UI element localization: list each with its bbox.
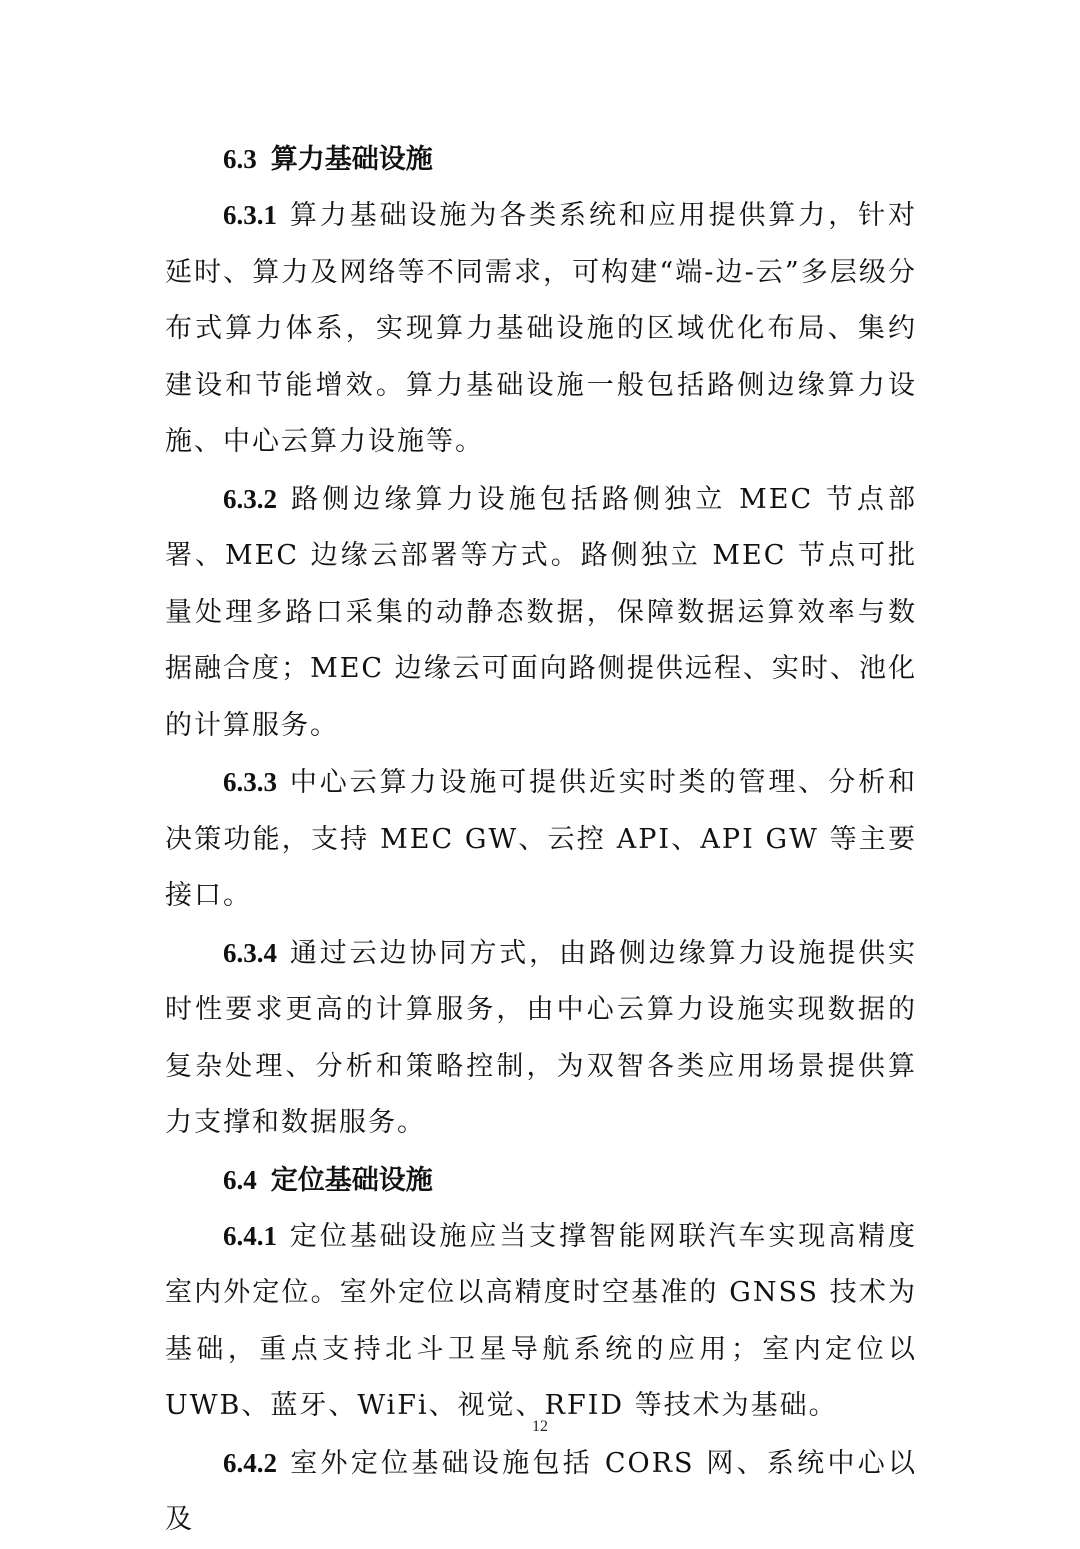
clause-number: 6.3.1 (223, 200, 277, 230)
clause-number: 6.3.2 (223, 483, 277, 514)
paragraph-6-3-3 (165, 754, 917, 925)
clause-text: 通过云边协同方式，由路侧边缘算力设施提供实时性要求更高的计算服务，由中心云算力设施实现数据的复杂处理、分析和策略控制，为双智各类应用场景提供算力支撑和数据服务。 (165, 937, 917, 1138)
clause-number: 6.4.1 (223, 1220, 277, 1251)
section-number: 6.3 (223, 144, 257, 174)
clause-text: 算力基础设施为各类系统和应用提供算力，针对延时、算力及网络等不同需求，可构建“端-边-云”多层级分布式算力体系，实现算力基础设施的区域优化布局、集约建设和节能增效。算力基础设施一般包括路侧边缘算力设施、中心云算力设施等。 (165, 200, 917, 457)
clause-number: 6.3.4 (223, 937, 277, 968)
paragraph-6-3-1 (165, 187, 917, 471)
clause-number: 6.4.2 (223, 1447, 277, 1478)
clause-text: 室外定位基础设施包括 CORS 网、系统中心以及 (165, 1447, 917, 1535)
section-title: 算力基础设施 (270, 144, 433, 175)
clause-text: 定位基础设施应当支撑智能网联汽车实现高精度室内外定位。室外定位以高精度时空基准的 GNSS 技术为基础，重点支持北斗卫星导航系统的应用；室内定位以 UWB、蓝牙、WiFi、视觉、RFID 等技术为基础。 (165, 1220, 917, 1421)
clause-text: 中心云算力设施可提供近实时类的管理、分析和决策功能，支持 MEC GW、云控 API、API GW 等主要接口。 (165, 767, 917, 911)
clause-number: 6.3.3 (223, 767, 277, 797)
page-number: 12 (532, 1418, 548, 1435)
paragraph-6-3-4 (165, 925, 917, 1152)
section-heading-6-4 (165, 1152, 917, 1208)
document-body (165, 131, 917, 1549)
paragraph-6-3-2 (165, 471, 917, 755)
paragraph-6-4-2 (165, 1435, 917, 1549)
section-heading-6-3 (165, 131, 917, 187)
section-number: 6.4 (223, 1164, 257, 1195)
paragraph-6-4-1 (165, 1208, 917, 1435)
clause-text: 路侧边缘算力设施包括路侧独立 MEC 节点部署、MEC 边缘云部署等方式。路侧独立 MEC 节点可批量处理多路口采集的动静态数据，保障数据运算效率与数据融合度；MEC 边缘云可面向路侧提供远程、实时、池化的计算服务。 (165, 483, 917, 741)
section-title: 定位基础设施 (270, 1164, 433, 1196)
